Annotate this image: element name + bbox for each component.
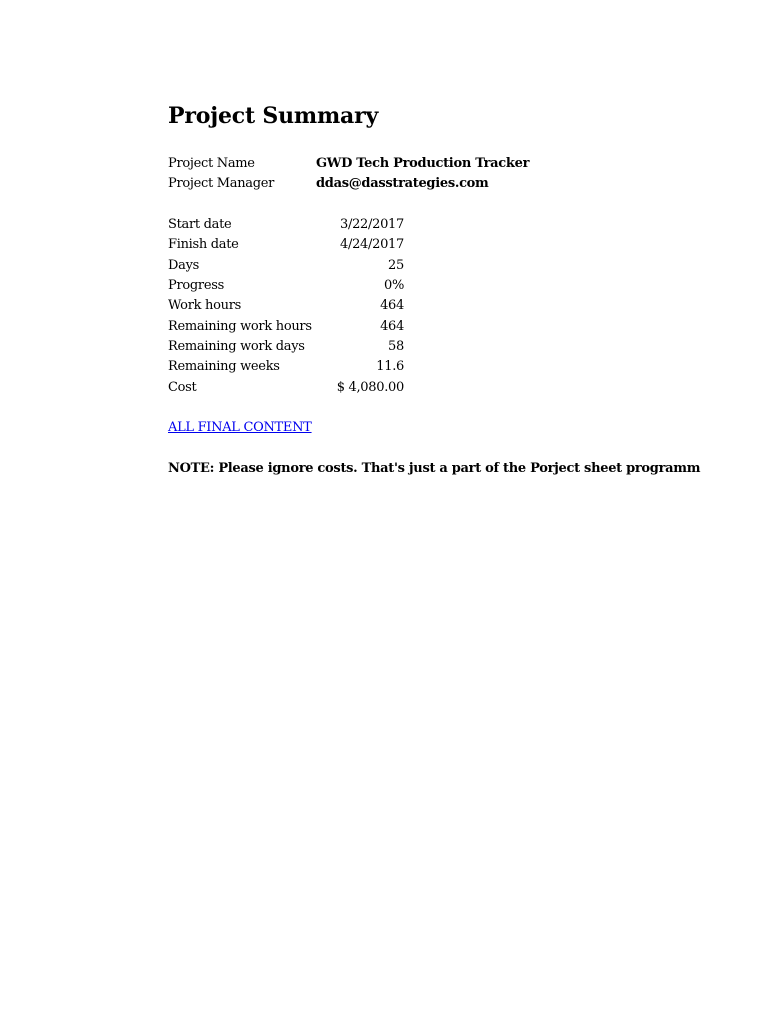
cost-label: Cost [168, 380, 197, 395]
finish-date-value: 4/24/2017 [340, 237, 404, 252]
project-manager-label: Project Manager [168, 176, 275, 191]
project-name-value: GWD Tech Production Tracker [316, 156, 530, 171]
project-summary-sheet [168, 0, 701, 1024]
costs-note: NOTE: Please ignore costs. That's just a part of the Porject sheet programm [168, 461, 701, 476]
remaining-work-hours-value: 464 [380, 319, 404, 334]
all-final-content-link[interactable]: ALL FINAL CONTENT [168, 420, 312, 435]
project-manager-value: ddas@dasstrategies.com [316, 176, 489, 191]
page-title: Project Summary [168, 103, 379, 129]
remaining-work-days-value: 58 [388, 339, 404, 354]
remaining-weeks-value: 11.6 [376, 359, 404, 374]
progress-value: 0% [383, 278, 404, 293]
progress-label: Progress [168, 278, 224, 293]
finish-date-label: Finish date [168, 237, 239, 252]
remaining-weeks-label: Remaining weeks [168, 359, 280, 374]
start-date-label: Start date [168, 217, 232, 232]
remaining-work-hours-label: Remaining work hours [168, 319, 312, 334]
work-hours-label: Work hours [168, 298, 241, 313]
days-label: Days [168, 258, 199, 273]
cost-value: $ 4,080.00 [336, 380, 404, 395]
remaining-work-days-label: Remaining work days [168, 339, 305, 354]
work-hours-value: 464 [380, 298, 404, 313]
project-name-label: Project Name [168, 156, 255, 171]
days-value: 25 [388, 258, 404, 273]
start-date-value: 3/22/2017 [340, 217, 404, 232]
